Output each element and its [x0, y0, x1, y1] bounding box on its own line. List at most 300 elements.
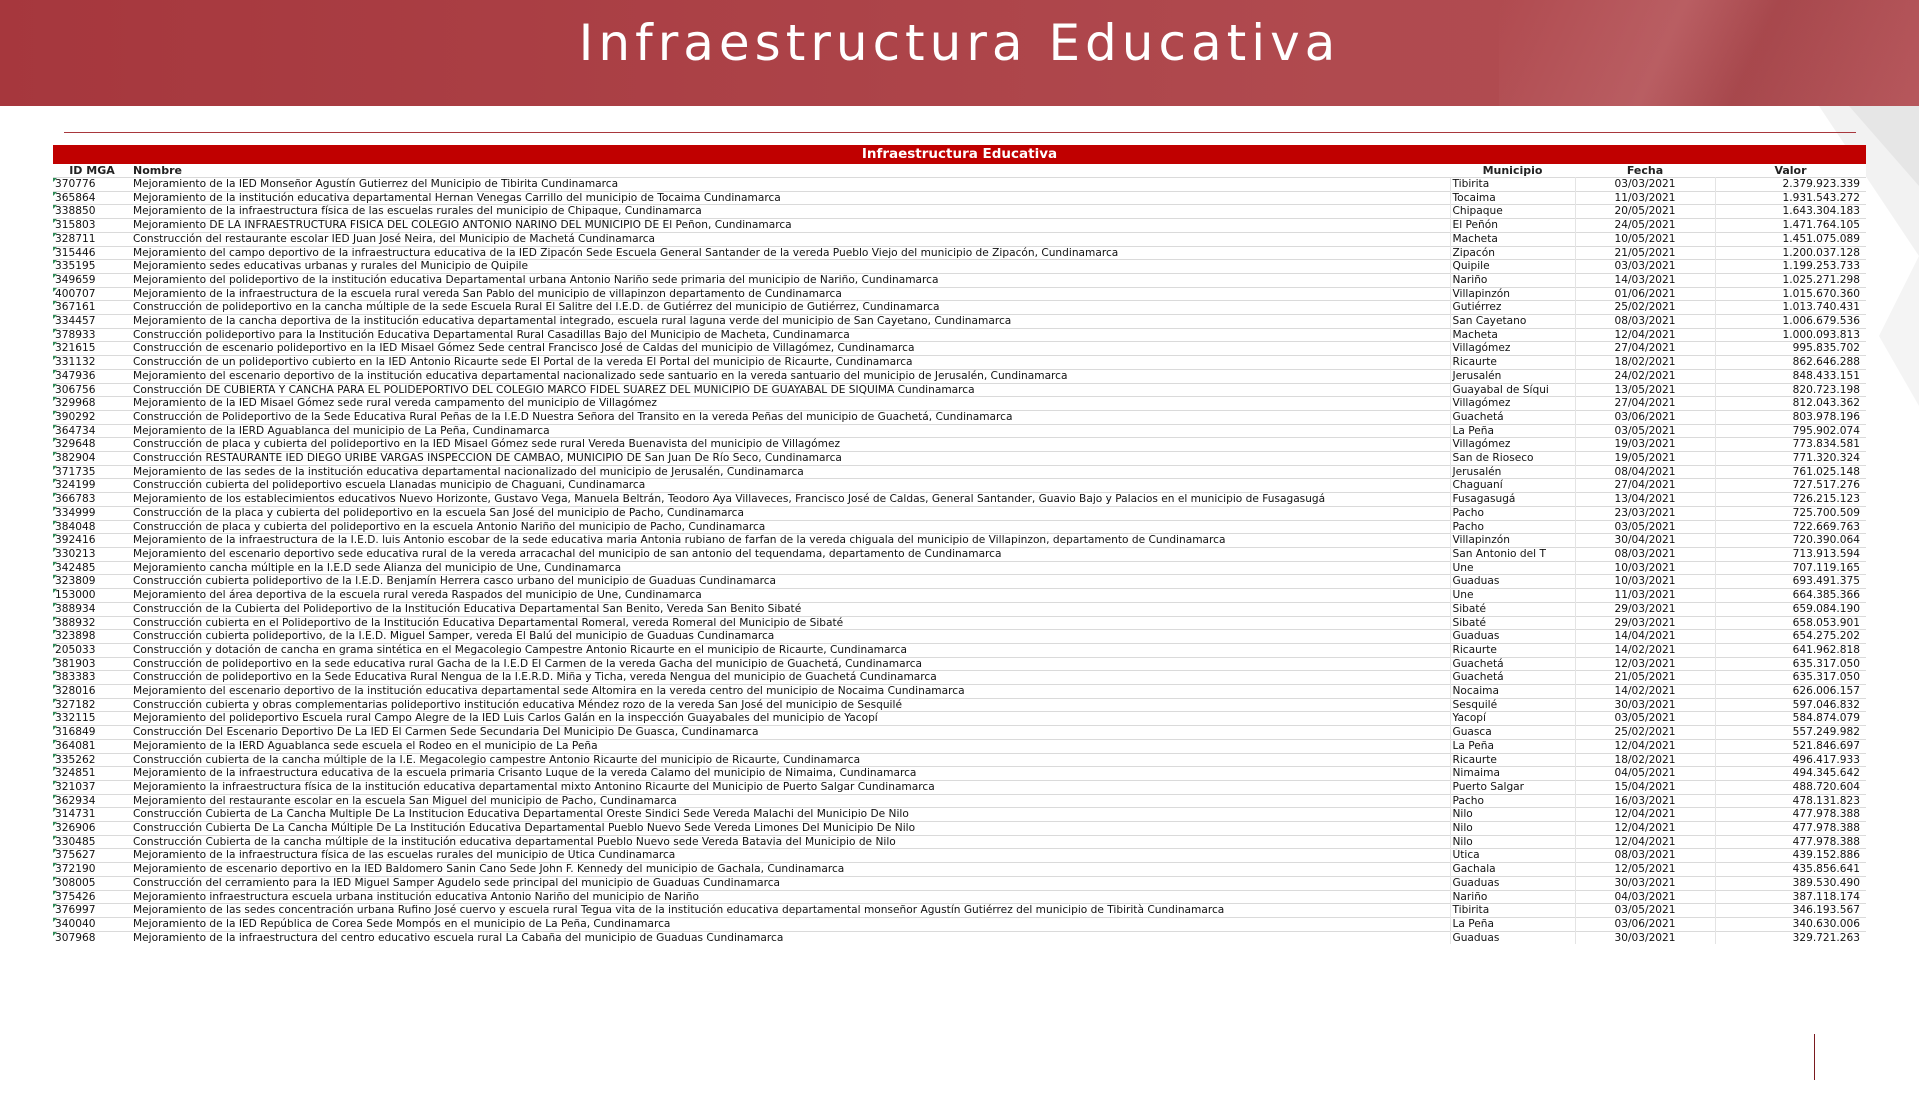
- cell-name: Mejoramiento de la infraestructura del centro educativo escuela rural La Cabaña del municipio de Guaduas Cundinamarca: [131, 931, 1450, 944]
- cell-municipio: Guachetá: [1450, 410, 1575, 424]
- cell-id: 330485: [53, 835, 131, 849]
- cell-municipio: Macheta: [1450, 232, 1575, 246]
- cell-valor: 387.118.174: [1715, 890, 1866, 904]
- cell-name: Construcción Cubierta De La Cancha Múltiple De La Institución Educativa Departamental Pueblo Nuevo Sede Vereda Limones Del Municipio De Nilo: [131, 822, 1450, 836]
- cell-municipio: Guaduas: [1450, 575, 1575, 589]
- cell-municipio: Útica: [1450, 849, 1575, 863]
- cell-fecha: 03/03/2021: [1575, 260, 1715, 274]
- cell-municipio: Nariño: [1450, 890, 1575, 904]
- table-row: [53, 808, 1866, 822]
- cell-id: 321615: [53, 342, 131, 356]
- cell-municipio: Sesquilé: [1450, 698, 1575, 712]
- cell-municipio: La Peña: [1450, 424, 1575, 438]
- cell-fecha: 27/04/2021: [1575, 479, 1715, 493]
- table-row: [53, 917, 1866, 931]
- cell-municipio: Pacho: [1450, 506, 1575, 520]
- cell-fecha: 29/03/2021: [1575, 602, 1715, 616]
- page-title: Infraestructura Educativa: [578, 14, 1341, 72]
- cell-municipio: Sibaté: [1450, 616, 1575, 630]
- cell-valor: 1.013.740.431: [1715, 301, 1866, 315]
- table-row: [53, 657, 1866, 671]
- cell-name: Mejoramiento de la IED Monseñor Agustín Gutierrez del Municipio de Tibirita Cundinamarca: [131, 178, 1450, 192]
- cell-valor: 1.643.304.183: [1715, 205, 1866, 219]
- cell-id: 381903: [53, 657, 131, 671]
- table-row: [53, 904, 1866, 918]
- table-row: [53, 356, 1866, 370]
- cell-name: Construcción Cubierta de la cancha múltiple de la institución educativa departamental Pueblo Nuevo sede Vereda Batavia del Municipio de Nilo: [131, 835, 1450, 849]
- cell-municipio: El Peñón: [1450, 219, 1575, 233]
- cell-id: 388934: [53, 602, 131, 616]
- cell-fecha: 03/05/2021: [1575, 712, 1715, 726]
- cell-municipio: Tibirita: [1450, 178, 1575, 192]
- table-row: [53, 315, 1866, 329]
- cell-valor: 726.215.123: [1715, 493, 1866, 507]
- cell-fecha: 19/05/2021: [1575, 452, 1715, 466]
- cell-municipio: Villapinzón: [1450, 534, 1575, 548]
- cell-valor: 329.721.263: [1715, 931, 1866, 944]
- cell-name: Mejoramiento del polideportivo Escuela rural Campo Alegre de la IED Luis Carlos Galán en la inspección Guayabales del municipio de Yacopí: [131, 712, 1450, 726]
- cell-id: 315803: [53, 219, 131, 233]
- cell-name: Mejoramiento de la IERD Aguablanca sede escuela el Rodeo en el municipio de La Peña: [131, 739, 1450, 753]
- cell-municipio: Villagómez: [1450, 397, 1575, 411]
- cell-municipio: Jerusalén: [1450, 465, 1575, 479]
- cell-fecha: 08/03/2021: [1575, 547, 1715, 561]
- cell-municipio: Gachala: [1450, 863, 1575, 877]
- cell-fecha: 12/04/2021: [1575, 328, 1715, 342]
- cell-id: 306756: [53, 383, 131, 397]
- cell-fecha: 12/04/2021: [1575, 822, 1715, 836]
- cell-fecha: 14/04/2021: [1575, 630, 1715, 644]
- cell-name: Mejoramiento DE LA INFRAESTRUCTURA FISICA DEL COLEGIO ANTONIO NARIÑO DEL MUNICIPIO DE El Peñon, Cundinamarca: [131, 219, 1450, 233]
- cell-fecha: 27/04/2021: [1575, 342, 1715, 356]
- cell-id: 340040: [53, 917, 131, 931]
- header-rule: [64, 132, 1856, 133]
- table-row: [53, 205, 1866, 219]
- cell-valor: 795.902.074: [1715, 424, 1866, 438]
- cell-id: 384048: [53, 520, 131, 534]
- cell-fecha: 08/03/2021: [1575, 849, 1715, 863]
- cell-municipio: Ricaurte: [1450, 356, 1575, 370]
- cell-id: 316849: [53, 726, 131, 740]
- data-table: [53, 145, 1866, 944]
- cell-name: Construcción de placa y cubierta del polideportivo en la IED Misael Gómez sede rural Vereda Buenavista del municipio de Villagómez: [131, 438, 1450, 452]
- cell-municipio: Guaduas: [1450, 630, 1575, 644]
- cell-name: Construcción de polideportivo en la cancha múltiple de la sede Escuela Rural El Salitre del I.E.D. de Gutiérrez del municipio de Gutiérrez, Cundinamarca: [131, 301, 1450, 315]
- cell-fecha: 21/05/2021: [1575, 671, 1715, 685]
- table-row: [53, 287, 1866, 301]
- cell-id: 324199: [53, 479, 131, 493]
- cell-valor: 2.379.923.339: [1715, 178, 1866, 192]
- cell-valor: 1.471.764.105: [1715, 219, 1866, 233]
- cell-id: 315446: [53, 246, 131, 260]
- table-title: Infraestructura Educativa: [53, 145, 1866, 164]
- cell-id: 375627: [53, 849, 131, 863]
- cell-name: Mejoramiento del escenario deportivo de la institución educativa departamental sede Altomira en la vereda centro del municipio de Nocaima Cundinamarca: [131, 685, 1450, 699]
- cell-valor: 340.630.006: [1715, 917, 1866, 931]
- cell-id: 328016: [53, 685, 131, 699]
- cell-municipio: San de Rioseco: [1450, 452, 1575, 466]
- cell-valor: 477.978.388: [1715, 822, 1866, 836]
- cell-fecha: 16/03/2021: [1575, 794, 1715, 808]
- cell-valor: 720.390.064: [1715, 534, 1866, 548]
- table-row: [53, 342, 1866, 356]
- cell-fecha: 08/04/2021: [1575, 465, 1715, 479]
- cell-municipio: Nilo: [1450, 808, 1575, 822]
- table-row: [53, 383, 1866, 397]
- table-row: [53, 273, 1866, 287]
- column-header-id: ID MGA: [53, 164, 131, 178]
- cell-id: 390292: [53, 410, 131, 424]
- cell-name: Construcción cubierta polideportivo de la I.E.D. Benjamín Herrera casco urbano del municipio de Guaduas Cundinamarca: [131, 575, 1450, 589]
- cell-valor: 654.275.202: [1715, 630, 1866, 644]
- cell-id: 153000: [53, 589, 131, 603]
- cell-valor: 1.200.037.128: [1715, 246, 1866, 260]
- cell-fecha: 20/05/2021: [1575, 205, 1715, 219]
- cell-municipio: San Cayetano: [1450, 315, 1575, 329]
- cell-name: Mejoramiento la infraestructura física de la institución educativa departamental mixto Antonino Ricaurte del Municipio de Puerto Salgar Cundinamarca: [131, 780, 1450, 794]
- cell-municipio: Sibaté: [1450, 602, 1575, 616]
- cell-valor: 641.962.818: [1715, 643, 1866, 657]
- cell-municipio: Tibirita: [1450, 904, 1575, 918]
- cell-fecha: 21/05/2021: [1575, 246, 1715, 260]
- cell-name: Construcción cubierta en el Polideportivo de la Institución Educativa Departamental Romeral, vereda Romeral del Municipio de Sibaté: [131, 616, 1450, 630]
- cell-valor: 521.846.697: [1715, 739, 1866, 753]
- cell-name: Mejoramiento infraestructura escuela urbana institución educativa Antonio Nariño del municipio de Nariño: [131, 890, 1450, 904]
- cell-name: Construcción de un polideportivo cubierto en la IED Antonio Ricaurte sede El Portal de la vereda El Portal del municipio de Ricaurte, Cundinamarca: [131, 356, 1450, 370]
- cell-valor: 812.043.362: [1715, 397, 1866, 411]
- cell-valor: 713.913.594: [1715, 547, 1866, 561]
- cell-valor: 725.700.509: [1715, 506, 1866, 520]
- cell-valor: 496.417.933: [1715, 753, 1866, 767]
- cell-fecha: 13/05/2021: [1575, 383, 1715, 397]
- cell-name: Construcción Del Escenario Deportivo De La IED El Carmen Sede Secundaria Del Municipio De Guasca, Cundinamarca: [131, 726, 1450, 740]
- cell-id: 327182: [53, 698, 131, 712]
- cell-municipio: Une: [1450, 561, 1575, 575]
- cell-id: 382904: [53, 452, 131, 466]
- cell-valor: 803.978.196: [1715, 410, 1866, 424]
- table-row: [53, 753, 1866, 767]
- table-row: [53, 794, 1866, 808]
- cell-name: Mejoramiento de las sedes de la institución educativa departamental nacionalizado del municipio de Jerusalén, Cundinamarca: [131, 465, 1450, 479]
- cell-name: Construcción DE CUBIERTA Y CANCHA PARA EL POLIDEPORTIVO DEL COLEGIO MARCO FIDEL SUAREZ DEL MUNICIPIO DE GUAYABAL DE SIQUIMA Cundinamarca: [131, 383, 1450, 397]
- cell-id: 366783: [53, 493, 131, 507]
- cell-municipio: Guachetá: [1450, 657, 1575, 671]
- cell-fecha: 03/05/2021: [1575, 520, 1715, 534]
- cell-name: Mejoramiento de la IED República de Corea Sede Mompós en el municipio de La Peña, Cundinamarca: [131, 917, 1450, 931]
- table-row: [53, 698, 1866, 712]
- cell-municipio: Villagómez: [1450, 438, 1575, 452]
- cell-id: 378933: [53, 328, 131, 342]
- cell-fecha: 10/03/2021: [1575, 575, 1715, 589]
- cell-municipio: Nocaima: [1450, 685, 1575, 699]
- cell-valor: 488.720.604: [1715, 780, 1866, 794]
- table-row: [53, 465, 1866, 479]
- cell-municipio: Villagómez: [1450, 342, 1575, 356]
- cell-id: 364734: [53, 424, 131, 438]
- cell-valor: 771.320.324: [1715, 452, 1866, 466]
- cell-fecha: 25/02/2021: [1575, 726, 1715, 740]
- cell-fecha: 11/03/2021: [1575, 191, 1715, 205]
- cell-name: Construcción de placa y cubierta del polideportivo en la escuela Antonio Nariño del municipio de Pacho, Cundinamarca: [131, 520, 1450, 534]
- table-header-row: [53, 164, 1866, 178]
- cell-fecha: 10/03/2021: [1575, 561, 1715, 575]
- table-row: [53, 328, 1866, 342]
- table-row: [53, 643, 1866, 657]
- cell-id: 307968: [53, 931, 131, 944]
- table-row: [53, 726, 1866, 740]
- cell-valor: 597.046.832: [1715, 698, 1866, 712]
- table-row: [53, 547, 1866, 561]
- cell-id: 329648: [53, 438, 131, 452]
- table-row: [53, 849, 1866, 863]
- table-row: [53, 739, 1866, 753]
- cell-id: 349659: [53, 273, 131, 287]
- cell-name: Mejoramiento del área deportiva de la escuela rural vereda Raspados del municipio de Une, Cundinamarca: [131, 589, 1450, 603]
- cell-fecha: 24/05/2021: [1575, 219, 1715, 233]
- cell-valor: 727.517.276: [1715, 479, 1866, 493]
- cell-valor: 658.053.901: [1715, 616, 1866, 630]
- cell-valor: 1.199.253.733: [1715, 260, 1866, 274]
- cell-id: 375426: [53, 890, 131, 904]
- cell-name: Mejoramiento del polideportivo de la institución educativa Departamental urbana Antonio Nariño sede primaria del municipio de Nariño, Cundinamarca: [131, 273, 1450, 287]
- cell-fecha: 15/04/2021: [1575, 780, 1715, 794]
- cell-fecha: 30/04/2021: [1575, 534, 1715, 548]
- column-header-fecha: Fecha: [1575, 164, 1715, 178]
- cell-fecha: 27/04/2021: [1575, 397, 1715, 411]
- cell-valor: 346.193.567: [1715, 904, 1866, 918]
- table-row: [53, 863, 1866, 877]
- cell-name: Construcción cubierta de la cancha múltiple de la I.E. Megacolegio campestre Antonio Ricaurte del municipio de Ricaurte, Cundinamarca: [131, 753, 1450, 767]
- cell-name: Construcción cubierta polideportivo, de la I.E.D. Miguel Samper, vereda El Balú del municipio de Guaduas Cundinamarca: [131, 630, 1450, 644]
- cell-name: Mejoramiento cancha múltiple en la I.E.D sede Alianza del municipio de Une, Cundinamarca: [131, 561, 1450, 575]
- table-row: [53, 767, 1866, 781]
- cell-id: 332115: [53, 712, 131, 726]
- cell-valor: 707.119.165: [1715, 561, 1866, 575]
- cell-name: Construcción de la Cubierta del Polideportivo de la Institución Educativa Departamental San Benito, Vereda San Benito Sibaté: [131, 602, 1450, 616]
- cell-fecha: 12/04/2021: [1575, 739, 1715, 753]
- cell-municipio: Gutiérrez: [1450, 301, 1575, 315]
- table-row: [53, 575, 1866, 589]
- cell-municipio: Villapinzón: [1450, 287, 1575, 301]
- cell-municipio: Yacopí: [1450, 712, 1575, 726]
- column-header-valor: Valor: [1715, 164, 1866, 178]
- cell-name: Mejoramiento de la cancha deportiva de la institución educativa departamental integrado, escuela rural laguna verde del municipio de San Cayetano, Cundinamarca: [131, 315, 1450, 329]
- cell-id: 383383: [53, 671, 131, 685]
- decorative-line: [1814, 1034, 1815, 1080]
- table-row: [53, 876, 1866, 890]
- table-row: [53, 616, 1866, 630]
- cell-municipio: Guasca: [1450, 726, 1575, 740]
- cell-valor: 557.249.982: [1715, 726, 1866, 740]
- cell-municipio: Guayabal de Síqui: [1450, 383, 1575, 397]
- cell-fecha: 12/03/2021: [1575, 657, 1715, 671]
- cell-valor: 435.856.641: [1715, 863, 1866, 877]
- table-row: [53, 410, 1866, 424]
- table-row: [53, 589, 1866, 603]
- cell-id: 314731: [53, 808, 131, 822]
- cell-fecha: 18/02/2021: [1575, 356, 1715, 370]
- cell-id: 365864: [53, 191, 131, 205]
- cell-municipio: Chaguaní: [1450, 479, 1575, 493]
- cell-name: Mejoramiento de la infraestructura física de las escuelas rurales del municipio de Útica Cundinamarca: [131, 849, 1450, 863]
- cell-fecha: 12/05/2021: [1575, 863, 1715, 877]
- cell-municipio: Macheta: [1450, 328, 1575, 342]
- table-row: [53, 671, 1866, 685]
- table-row: [53, 219, 1866, 233]
- table-row: [53, 835, 1866, 849]
- cell-municipio: Chipaque: [1450, 205, 1575, 219]
- cell-valor: 722.669.763: [1715, 520, 1866, 534]
- cell-valor: 773.834.581: [1715, 438, 1866, 452]
- cell-name: Mejoramiento de las sedes concentración urbana Rufino José cuervo y escuela rural Tegua vita de la institución educativa departamental monseñor Agustín Gutiérrez del municipio de Tibirità Cundinamarca: [131, 904, 1450, 918]
- cell-municipio: Nariño: [1450, 273, 1575, 287]
- cell-id: 342485: [53, 561, 131, 575]
- cell-municipio: Quipile: [1450, 260, 1575, 274]
- cell-municipio: Fusagasugá: [1450, 493, 1575, 507]
- cell-valor: 584.874.079: [1715, 712, 1866, 726]
- cell-fecha: 10/05/2021: [1575, 232, 1715, 246]
- cell-name: Construcción del restaurante escolar IED Juan José Neira, del Municipio de Machetá Cundinamarca: [131, 232, 1450, 246]
- table-row: [53, 712, 1866, 726]
- cell-name: Mejoramiento de los establecimientos educativos Nuevo Horizonte, Gustavo Vega, Manuela Beltrán, Teodoro Aya Villaveces, Francisco José de Caldas, General Santander, Guavio Bajo y Palacios en el municipio de Fusagasugá: [131, 493, 1450, 507]
- cell-id: 335262: [53, 753, 131, 767]
- cell-id: 308005: [53, 876, 131, 890]
- cell-valor: 477.978.388: [1715, 835, 1866, 849]
- cell-fecha: 25/02/2021: [1575, 301, 1715, 315]
- cell-name: Mejoramiento de la infraestructura educativa de la escuela primaria Crisanto Luque de la vereda Calamo del municipio de Nimaima, Cundinamarca: [131, 767, 1450, 781]
- cell-valor: 635.317.050: [1715, 657, 1866, 671]
- column-header-municipio: Municipio: [1450, 164, 1575, 178]
- cell-name: Construcción de polideportivo en la sede educativa rural Gacha de la I.E.D El Carmen de la vereda Gacha del municipio de Guachetá, Cundinamarca: [131, 657, 1450, 671]
- cell-valor: 1.000.093.813: [1715, 328, 1866, 342]
- cell-municipio: Guaduas: [1450, 931, 1575, 944]
- cell-fecha: 03/05/2021: [1575, 904, 1715, 918]
- cell-id: 323898: [53, 630, 131, 644]
- table-row: [53, 602, 1866, 616]
- cell-valor: 862.646.288: [1715, 356, 1866, 370]
- table-row: [53, 260, 1866, 274]
- cell-name: Construcción del cerramiento para la IED Miguel Samper Agudelo sede principal del municipio de Guaduas Cundinamarca: [131, 876, 1450, 890]
- cell-name: Construcción cubierta del polideportivo escuela Llanadas municipio de Chaguani, Cundinamarca: [131, 479, 1450, 493]
- cell-valor: 1.451.075.089: [1715, 232, 1866, 246]
- cell-valor: 626.006.157: [1715, 685, 1866, 699]
- cell-fecha: 24/02/2021: [1575, 369, 1715, 383]
- cell-municipio: Une: [1450, 589, 1575, 603]
- cell-valor: 820.723.198: [1715, 383, 1866, 397]
- cell-municipio: Guaduas: [1450, 876, 1575, 890]
- cell-name: Mejoramiento de la infraestructura física de las escuelas rurales del municipio de Chipaque, Cundinamarca: [131, 205, 1450, 219]
- cell-municipio: Zipacón: [1450, 246, 1575, 260]
- cell-valor: 1.025.271.298: [1715, 273, 1866, 287]
- cell-id: 367161: [53, 301, 131, 315]
- table-row: [53, 178, 1866, 192]
- cell-fecha: 13/04/2021: [1575, 493, 1715, 507]
- cell-id: 326906: [53, 822, 131, 836]
- cell-name: Construcción de la placa y cubierta del polideportivo en la escuela San José del municipio de Pacho, Cundinamarca: [131, 506, 1450, 520]
- cell-fecha: 03/06/2021: [1575, 410, 1715, 424]
- table-row: [53, 397, 1866, 411]
- cell-name: Construcción polideportivo para la Institución Educativa Departamental Rural Casadillas Bajo del Municipio de Macheta, Cundinamarca: [131, 328, 1450, 342]
- cell-fecha: 04/05/2021: [1575, 767, 1715, 781]
- cell-municipio: Tocaima: [1450, 191, 1575, 205]
- cell-fecha: 18/02/2021: [1575, 753, 1715, 767]
- column-header-name: Nombre: [131, 164, 1450, 178]
- cell-id: 392416: [53, 534, 131, 548]
- cell-municipio: La Peña: [1450, 917, 1575, 931]
- cell-id: 347936: [53, 369, 131, 383]
- cell-fecha: 03/05/2021: [1575, 424, 1715, 438]
- cell-id: 328711: [53, 232, 131, 246]
- cell-id: 334457: [53, 315, 131, 329]
- cell-valor: 478.131.823: [1715, 794, 1866, 808]
- table-row: [53, 506, 1866, 520]
- table-row: [53, 301, 1866, 315]
- cell-name: Mejoramiento de la IERD Aguablanca del municipio de La Peña, Cundinamarca: [131, 424, 1450, 438]
- cell-name: Mejoramiento del campo deportivo de la infraestructura educativa de la IED Zipacón Sede Escuela General Santander de la vereda Pueblo Viejo del municipio de Zipacón, Cundinamarca: [131, 246, 1450, 260]
- cell-id: 329968: [53, 397, 131, 411]
- cell-id: 370776: [53, 178, 131, 192]
- cell-municipio: Ricaurte: [1450, 753, 1575, 767]
- table-row: [53, 424, 1866, 438]
- table-row: [53, 931, 1866, 944]
- cell-fecha: 19/03/2021: [1575, 438, 1715, 452]
- cell-name: Construcción cubierta y obras complementarias polideportivo institución educativa Méndez rozo de la vereda San José del municipio de Sesquilé: [131, 698, 1450, 712]
- cell-name: Mejoramiento del restaurante escolar en la escuela San Miguel del municipio de Pacho, Cundinamarca: [131, 794, 1450, 808]
- table-row: [53, 479, 1866, 493]
- cell-name: Construcción Cubierta de La Cancha Multiple De La Institucion Educativa Departamental Oreste Sindici Sede Vereda Malachi del Municipio De Nilo: [131, 808, 1450, 822]
- cell-municipio: La Peña: [1450, 739, 1575, 753]
- table-row: [53, 534, 1866, 548]
- table-row: [53, 191, 1866, 205]
- cell-name: Construcción RESTAURANTE IED DIEGO URIBE VARGAS INSPECCION DE CAMBAO, MUNICIPIO DE San Juan De Río Seco, Cundinamarca: [131, 452, 1450, 466]
- cell-fecha: 04/03/2021: [1575, 890, 1715, 904]
- table-body: [53, 178, 1866, 945]
- cell-valor: 664.385.366: [1715, 589, 1866, 603]
- cell-municipio: Nimaima: [1450, 767, 1575, 781]
- cell-id: 362934: [53, 794, 131, 808]
- cell-id: 321037: [53, 780, 131, 794]
- cell-name: Construcción de Polideportivo de la Sede Educativa Rural Peñas de la I.E.D Nuestra Señora del Transito en la vereda Peñas del municipio de Guachetá, Cundinamarca: [131, 410, 1450, 424]
- table-row: [53, 246, 1866, 260]
- cell-fecha: 30/03/2021: [1575, 931, 1715, 944]
- cell-name: Construcción de escenario polideportivo en la IED Misael Gómez Sede central Francisco José de Caldas del municipio de Villagómez, Cundinamarca: [131, 342, 1450, 356]
- cell-valor: 494.345.642: [1715, 767, 1866, 781]
- cell-id: 205033: [53, 643, 131, 657]
- cell-name: Mejoramiento de la institución educativa departamental Hernan Venegas Carrillo del municipio de Tocaima Cundinamarca: [131, 191, 1450, 205]
- cell-fecha: 29/03/2021: [1575, 616, 1715, 630]
- cell-municipio: Nilo: [1450, 835, 1575, 849]
- cell-valor: 1.015.670.360: [1715, 287, 1866, 301]
- table-row: [53, 438, 1866, 452]
- cell-municipio: San Antonio del T: [1450, 547, 1575, 561]
- cell-valor: 848.433.151: [1715, 369, 1866, 383]
- cell-name: Mejoramiento del escenario deportivo de la institución educativa departamental nacionalizado sede santuario en la vereda santuario del municipio de Jerusalén, Cundinamarca: [131, 369, 1450, 383]
- table-row: [53, 685, 1866, 699]
- cell-name: Mejoramiento de la infraestructura de la I.E.D. luis Antonio escobar de la sede educativa maria Antonia rubiano de farfan de la vereda chiguala del municipio de Villapinzon, departamento de Cundinamarca: [131, 534, 1450, 548]
- cell-municipio: Pacho: [1450, 794, 1575, 808]
- cell-id: 372190: [53, 863, 131, 877]
- cell-name: Mejoramiento de la IED Misael Gómez sede rural vereda campamento del municipio de Villagómez: [131, 397, 1450, 411]
- cell-municipio: Ricaurte: [1450, 643, 1575, 657]
- cell-id: 388932: [53, 616, 131, 630]
- cell-valor: 635.317.050: [1715, 671, 1866, 685]
- cell-fecha: 08/03/2021: [1575, 315, 1715, 329]
- table-row: [53, 452, 1866, 466]
- cell-fecha: 23/03/2021: [1575, 506, 1715, 520]
- cell-id: 331132: [53, 356, 131, 370]
- cell-fecha: 11/03/2021: [1575, 589, 1715, 603]
- cell-fecha: 03/03/2021: [1575, 178, 1715, 192]
